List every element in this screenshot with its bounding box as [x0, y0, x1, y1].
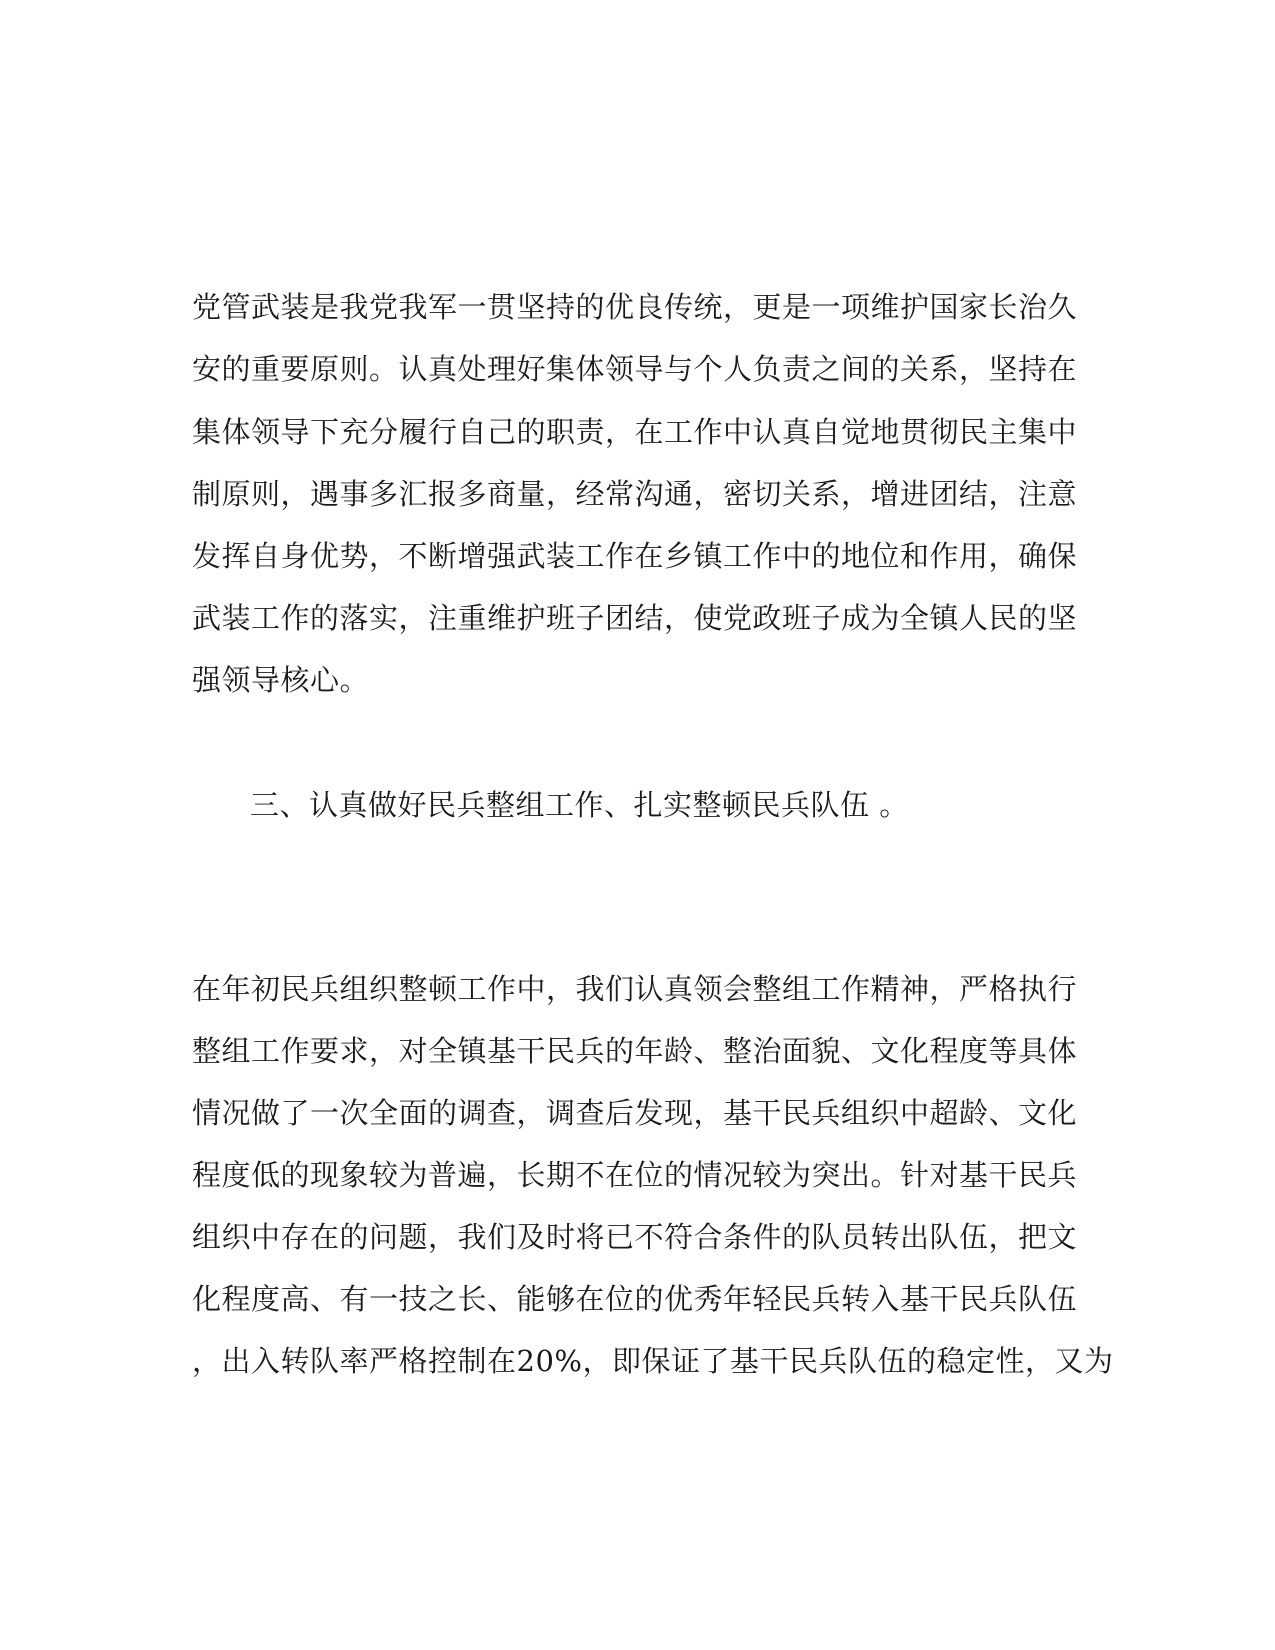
paragraph-1-line-7: 强领导核心。 — [192, 663, 370, 697]
paragraph-2-line-7: ，出入转队率严格控制在20%，即保证了基干民兵队伍的稳定性，又为 — [192, 1344, 1114, 1378]
paragraph-1-line-3: 集体领导下充分履行自己的职责，在工作中认真自觉地贯彻民主集中 — [192, 415, 1078, 449]
paragraph-2-line-5: 组织中存在的问题，我们及时将已不符合条件的队员转出队伍，把文 — [192, 1220, 1078, 1254]
paragraph-1-line-1: 党管武装是我党我军一贯坚持的优良传统，更是一项维护国家长治久 — [192, 290, 1078, 324]
paragraph-2-line-2: 整组工作要求，对全镇基干民兵的年龄、整治面貌、文化程度等具体 — [192, 1034, 1078, 1068]
paragraph-1-line-6: 武装工作的落实，注重维护班子团结，使党政班子成为全镇人民的坚 — [192, 601, 1078, 635]
paragraph-2-line-3: 情况做了一次全面的调查，调查后发现，基干民兵组织中超龄、文化 — [192, 1096, 1078, 1130]
paragraph-1-line-2: 安的重要原则。认真处理好集体领导与个人负责之间的关系，坚持在 — [192, 352, 1078, 386]
paragraph-1-line-5: 发挥自身优势，不断增强武装工作在乡镇工作中的地位和作用，确保 — [192, 539, 1078, 573]
section-heading-3: 三、认真做好民兵整组工作、扎实整顿民兵队伍 。 — [250, 788, 909, 822]
paragraph-1-line-4: 制原则，遇事多汇报多商量，经常沟通，密切关系，增进团结，注意 — [192, 477, 1078, 511]
paragraph-2-line-4: 程度低的现象较为普遍，长期不在位的情况较为突出。针对基干民兵 — [192, 1158, 1078, 1192]
paragraph-2-line-1: 在年初民兵组织整顿工作中，我们认真领会整组工作精神，严格执行 — [192, 972, 1078, 1006]
paragraph-2-line-6: 化程度高、有一技之长、能够在位的优秀年轻民兵转入基干民兵队伍 — [192, 1282, 1078, 1316]
